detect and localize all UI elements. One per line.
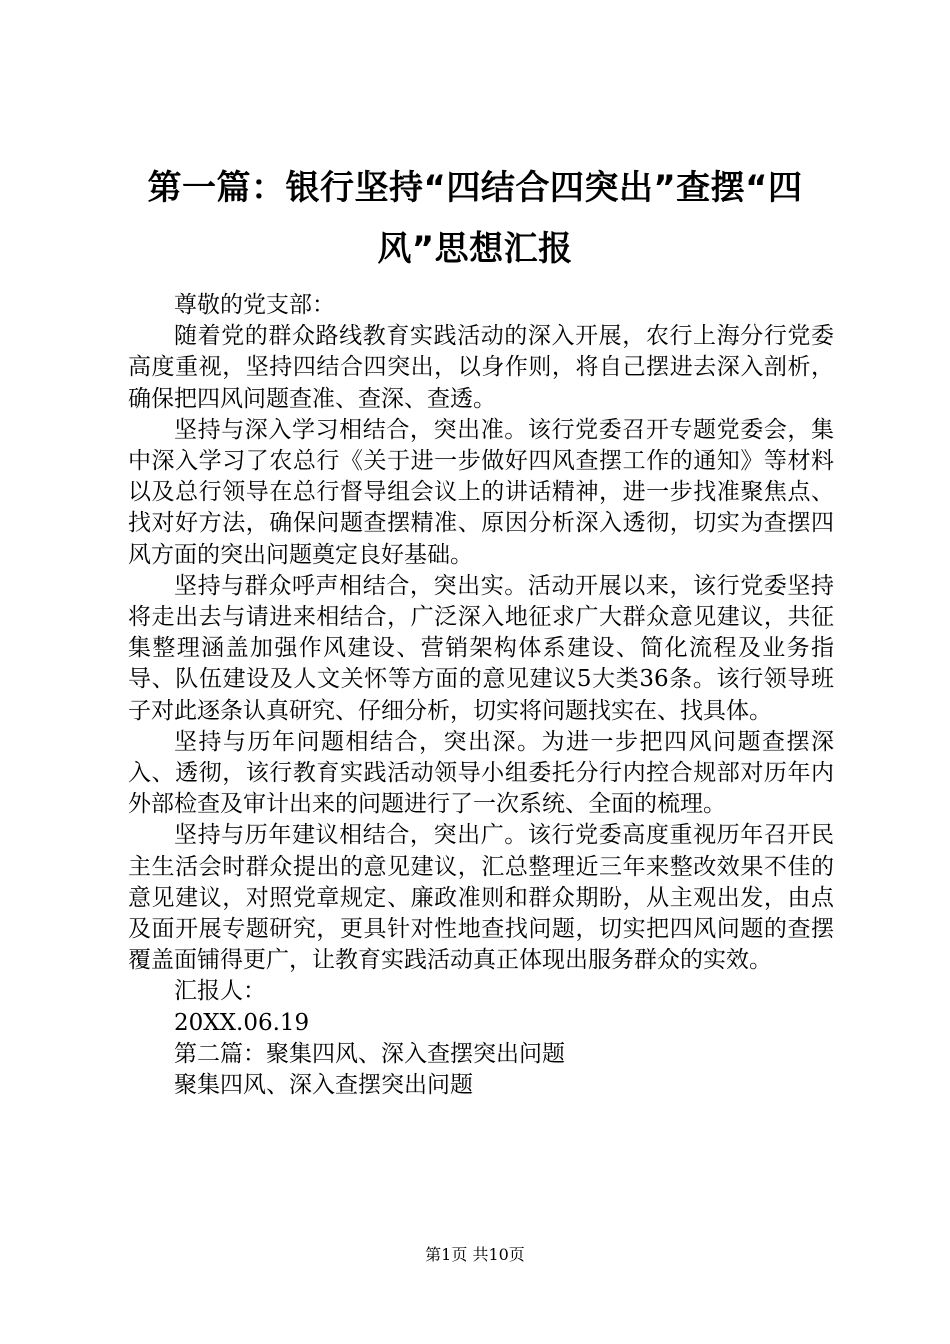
paragraph-suggestions: 坚持与历年建议相结合，突出广。该行党委高度重视历年召开民主生活会时群众提出的意见建议，汇总整理近三年来整改效果不佳的意见建议，对照党章规定、廉政准则和群众期盼，从主观出发，由点及面开展专题研究，更具针对性地查找问题，切实把四风问题的查摆覆盖面铺得更广，让教育实践活动真正体现出服务群众的实效。 [128,822,834,974]
report-date: 20XX.06.19 [174,1009,310,1036]
paragraph-voice: 坚持与群众呼声相结合，突出实。活动开展以来，该行党委坚持将走出去与请进来相结合，广泛深入地征求广大群众意见建议，共征集整理涵盖加强作风建设、营销架构体系建设、简化流程及业务指导、队伍建设及人文关怀等方面的意见建议5大类36条。该行领导班子对此逐条认真研究、仔细分析，切实将问题找实在、找具体。 [128,572,834,724]
document-body [128,290,834,1101]
reporter-label: 汇报人： [174,978,266,1005]
second-article-heading: 第二篇：聚集四风、深入查摆突出问题 [174,1040,565,1067]
paragraph-study: 坚持与深入学习相结合，突出准。该行党委召开专题党委会，集中深入学习了农总行《关于进一步做好四风查摆工作的通知》等材料以及总行领导在总行督导组会议上的讲话精神，进一步找准聚焦点、找对好方法，确保问题查摆精准、原因分析深入透彻，切实为查摆四风方面的突出问题奠定良好基础。 [128,416,834,568]
second-article-subtitle: 聚集四风、深入查摆突出问题 [174,1072,473,1099]
paragraph-problems: 坚持与历年问题相结合，突出深。为进一步把四风问题查摆深入、透彻，该行教育实践活动领导小组委托分行内控合规部对历年内外部检查及审计出来的问题进行了一次系统、全面的梳理。 [128,728,834,818]
salutation: 尊敬的党支部： [174,292,335,318]
document-title: 第一篇：银行坚持“四结合四突出”查摆“四风”思想汇报 [147,168,803,269]
paragraph-intro: 随着党的群众路线教育实践活动的深入开展，农行上海分行党委高度重视，坚持四结合四突出，以身作则，将自己摆进去深入剖析，确保把四风问题查准、查深、查透。 [128,323,834,412]
page-footer: 第1页 共10页 [425,1245,525,1264]
